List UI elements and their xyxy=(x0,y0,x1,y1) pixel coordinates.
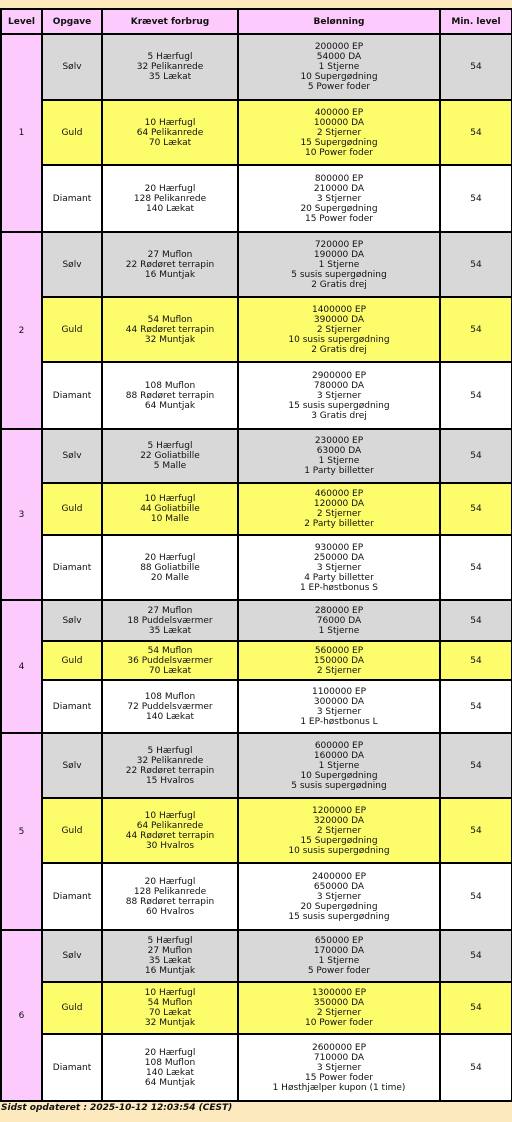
required-item: 140 Lækat xyxy=(146,1067,194,1078)
required-item: 22 Goliatbille xyxy=(140,451,200,461)
required-cell xyxy=(102,982,238,1034)
required-item: 10 Hærfugl xyxy=(144,494,196,504)
required-cell xyxy=(102,641,238,680)
level-cell: 4 xyxy=(1,600,42,733)
level-cell: 5 xyxy=(1,733,42,930)
min-level-cell: 54 xyxy=(440,483,512,535)
required-cell xyxy=(102,680,238,733)
reward-item: 160000 DA xyxy=(313,750,365,761)
reward-item: 720000 EP xyxy=(314,239,364,250)
reward-cell xyxy=(238,232,440,297)
reward-item: 2 Gratis drej xyxy=(311,344,367,355)
table-row xyxy=(1,982,512,1034)
reward-item: 650000 EP xyxy=(314,936,364,946)
reward-cell xyxy=(238,641,440,680)
last-updated: Sidst opdateret : 2025-10-12 12:03:54 (CEST) xyxy=(1,1103,233,1113)
reward-item: 1 Stjerne xyxy=(318,456,360,466)
reward-cell xyxy=(238,863,440,930)
reward-item: 1200000 EP xyxy=(311,805,367,816)
reward-item: 10 Power foder xyxy=(304,147,373,158)
reward-item: 100000 DA xyxy=(313,117,365,128)
reward-item: 15 Power foder xyxy=(304,213,373,224)
task-cell: Diamant xyxy=(42,362,102,429)
task-cell: Diamant xyxy=(42,863,102,930)
required-item: 20 Malle xyxy=(150,572,190,583)
reward-item: 600000 EP xyxy=(314,740,364,751)
min-level-cell: 54 xyxy=(440,863,512,930)
reward-item: 2 Stjerner xyxy=(316,1008,362,1018)
required-item: 54 Muflon xyxy=(147,645,193,656)
required-item: 44 Rødøret terrapin xyxy=(125,830,215,841)
reward-item: 5 Power foder xyxy=(307,82,371,92)
required-item: 108 Muflon xyxy=(144,1057,196,1068)
table-row xyxy=(1,429,512,483)
required-item: 5 Hærfugl xyxy=(147,745,193,756)
required-item: 10 Malle xyxy=(150,514,190,524)
task-cell: Diamant xyxy=(42,535,102,600)
table-row xyxy=(1,483,512,535)
required-cell xyxy=(102,863,238,930)
required-item: 54 Muflon xyxy=(147,998,193,1008)
required-item: 88 Rødøret terrapin xyxy=(125,390,215,401)
reward-item: 5 susis supergødning xyxy=(291,269,387,280)
reward-item: 1 Party billetter xyxy=(304,466,374,476)
required-item: 32 Muntjak xyxy=(144,1018,196,1028)
required-item: 70 Lækat xyxy=(148,137,192,148)
required-item: 60 Hvalros xyxy=(145,906,195,917)
required-item: 70 Lækat xyxy=(148,1008,192,1018)
required-item: 108 Muflon xyxy=(144,380,196,391)
required-cell xyxy=(102,297,238,362)
task-cell: Guld xyxy=(42,100,102,165)
task-cell: Guld xyxy=(42,483,102,535)
required-cell xyxy=(102,34,238,100)
table-row xyxy=(1,680,512,733)
required-item: 20 Hærfugl xyxy=(144,183,196,194)
required-item: 88 Goliatbille xyxy=(140,562,200,573)
task-cell: Sølv xyxy=(42,930,102,982)
reward-item: 350000 DA xyxy=(313,998,365,1008)
reward-item: 3 Stjerner xyxy=(316,1062,362,1073)
reward-item: 560000 EP xyxy=(314,645,364,656)
required-item: 54 Muflon xyxy=(147,314,193,325)
reward-item: 1 Høsthjælper kupon (1 time) xyxy=(272,1082,406,1093)
reward-item: 2 Party billetter xyxy=(304,519,374,529)
required-item: 35 Lækat xyxy=(148,625,192,636)
min-level-cell: 54 xyxy=(440,641,512,680)
reward-item: 10 Supergødning xyxy=(300,72,378,82)
min-level-cell: 54 xyxy=(440,680,512,733)
required-item: 64 Pelikanrede xyxy=(136,820,204,831)
reward-item: 320000 DA xyxy=(313,815,365,826)
reward-item: 650000 DA xyxy=(313,881,365,892)
table-row xyxy=(1,798,512,863)
reward-item: 1100000 EP xyxy=(311,686,367,697)
min-level-cell: 54 xyxy=(440,165,512,232)
required-item: 32 Pelikanrede xyxy=(136,62,204,72)
reward-item: 3 Stjerner xyxy=(316,390,362,401)
reward-item: 20 Supergødning xyxy=(300,901,378,912)
reward-item: 190000 DA xyxy=(313,249,365,260)
reward-item: 15 susis supergødning xyxy=(288,400,390,411)
required-cell xyxy=(102,483,238,535)
reward-item: 15 Supergødning xyxy=(300,835,378,846)
reward-item: 10 Supergødning xyxy=(300,770,378,781)
reward-item: 1 EP-høstbonus S xyxy=(299,582,379,593)
reward-item: 1 Stjerne xyxy=(318,956,360,966)
min-level-cell: 54 xyxy=(440,362,512,429)
required-item: 35 Lækat xyxy=(148,72,192,82)
task-cell: Sølv xyxy=(42,34,102,100)
required-item: 27 Muflon xyxy=(147,946,193,956)
required-item: 32 Muntjak xyxy=(144,334,196,345)
required-item: 18 Puddelsværmer xyxy=(127,615,213,626)
min-level-cell: 54 xyxy=(440,798,512,863)
reward-item: 400000 EP xyxy=(314,107,364,118)
reward-cell xyxy=(238,362,440,429)
reward-item: 1 Stjerne xyxy=(318,259,360,270)
reward-item: 10 susis supergødning xyxy=(288,845,390,856)
required-item: 128 Pelikanrede xyxy=(133,886,207,897)
min-level-cell: 54 xyxy=(440,429,512,483)
task-cell: Diamant xyxy=(42,680,102,733)
required-item: 15 Hvalros xyxy=(145,775,195,786)
task-cell: Guld xyxy=(42,982,102,1034)
reward-item: 2 Gratis drej xyxy=(311,279,367,290)
reward-cell xyxy=(238,798,440,863)
table-row xyxy=(1,863,512,930)
required-item: 22 Rødøret terrapin xyxy=(125,765,215,776)
reward-item: 15 susis supergødning xyxy=(288,911,390,922)
reward-item: 15 Supergødning xyxy=(300,137,378,148)
reward-item: 5 susis supergødning xyxy=(291,780,387,791)
required-item: 88 Rødøret terrapin xyxy=(125,896,215,907)
required-item: 44 Rødøret terrapin xyxy=(125,324,215,335)
table-row xyxy=(1,535,512,600)
reward-item: 10 Power foder xyxy=(304,1018,373,1028)
reward-item: 2900000 EP xyxy=(311,370,367,381)
header-row xyxy=(1,9,512,34)
reward-item: 230000 EP xyxy=(314,436,364,446)
reward-item: 390000 DA xyxy=(313,314,365,325)
table-row xyxy=(1,34,512,100)
reward-item: 10 susis supergødning xyxy=(288,334,390,345)
table-row xyxy=(1,232,512,297)
required-item: 30 Hvalros xyxy=(145,840,195,851)
reward-cell xyxy=(238,297,440,362)
min-level-cell: 54 xyxy=(440,232,512,297)
required-cell xyxy=(102,733,238,798)
table-row xyxy=(1,733,512,798)
reward-cell xyxy=(238,982,440,1034)
required-item: 32 Pelikanrede xyxy=(136,755,204,766)
task-cell: Sølv xyxy=(42,733,102,798)
task-cell: Guld xyxy=(42,798,102,863)
required-item: 35 Lækat xyxy=(148,956,192,966)
min-level-cell: 54 xyxy=(440,733,512,798)
reward-item: 3 Gratis drej xyxy=(311,410,367,421)
reward-item: 210000 DA xyxy=(313,183,365,194)
level-cell: 1 xyxy=(1,34,42,232)
reward-item: 250000 DA xyxy=(313,552,365,563)
required-cell xyxy=(102,362,238,429)
required-cell xyxy=(102,1034,238,1101)
task-cell: Diamant xyxy=(42,165,102,232)
reward-item: 76000 DA xyxy=(316,615,362,626)
required-item: 5 Hærfugl xyxy=(147,936,193,946)
required-item: 44 Goliatbille xyxy=(140,504,200,514)
rewards-table xyxy=(0,8,512,1102)
reward-cell xyxy=(238,34,440,100)
header-required: Krævet forbrug xyxy=(102,9,238,34)
required-item: 27 Muflon xyxy=(147,249,193,260)
required-cell xyxy=(102,232,238,297)
reward-cell xyxy=(238,429,440,483)
reward-item: 2 Stjerner xyxy=(316,509,362,519)
reward-cell xyxy=(238,930,440,982)
header-task: Opgave xyxy=(42,9,102,34)
required-item: 64 Muntjak xyxy=(144,400,196,411)
required-item: 64 Pelikanrede xyxy=(136,127,204,138)
required-item: 20 Hærfugl xyxy=(144,1047,196,1058)
reward-cell xyxy=(238,100,440,165)
header-reward: Belønning xyxy=(238,9,440,34)
required-item: 140 Lækat xyxy=(146,711,194,722)
reward-item: 2600000 EP xyxy=(311,1042,367,1053)
task-cell: Guld xyxy=(42,297,102,362)
required-item: 20 Hærfugl xyxy=(144,876,196,887)
reward-item: 200000 EP xyxy=(314,42,364,52)
required-item: 27 Muflon xyxy=(147,605,193,616)
reward-item: 460000 EP xyxy=(314,489,364,499)
required-item: 72 Puddelsværmer xyxy=(127,701,213,712)
required-item: 10 Hærfugl xyxy=(144,117,196,128)
reward-item: 63000 DA xyxy=(316,446,362,456)
required-item: 16 Muntjak xyxy=(144,269,196,280)
required-item: 140 Lækat xyxy=(146,203,194,214)
task-cell: Sølv xyxy=(42,429,102,483)
table-body xyxy=(1,34,512,1101)
reward-item: 280000 EP xyxy=(314,605,364,616)
min-level-cell: 54 xyxy=(440,100,512,165)
reward-item: 150000 DA xyxy=(313,655,365,666)
reward-item: 780000 DA xyxy=(313,380,365,391)
reward-item: 2 Stjerner xyxy=(316,825,362,836)
header-min-level: Min. level xyxy=(440,9,512,34)
table-row xyxy=(1,930,512,982)
min-level-cell: 54 xyxy=(440,1034,512,1101)
reward-item: 1 Stjerne xyxy=(318,62,360,72)
reward-item: 20 Supergødning xyxy=(300,203,378,214)
reward-item: 930000 EP xyxy=(314,542,364,553)
reward-item: 3 Stjerner xyxy=(316,706,362,717)
required-item: 10 Hærfugl xyxy=(144,810,196,821)
reward-item: 2 Stjerner xyxy=(316,665,362,676)
reward-item: 1400000 EP xyxy=(311,304,367,315)
level-cell: 6 xyxy=(1,930,42,1101)
required-cell xyxy=(102,535,238,600)
required-item: 20 Hærfugl xyxy=(144,552,196,563)
task-cell: Sølv xyxy=(42,600,102,641)
reward-item: 170000 DA xyxy=(313,946,365,956)
level-cell: 2 xyxy=(1,232,42,429)
required-cell xyxy=(102,930,238,982)
required-item: 36 Puddelsværmer xyxy=(127,655,213,666)
table-row xyxy=(1,600,512,641)
required-item: 5 Hærfugl xyxy=(147,441,193,451)
min-level-cell: 54 xyxy=(440,930,512,982)
required-item: 70 Lækat xyxy=(148,665,192,676)
reward-item: 3 Stjerner xyxy=(316,891,362,902)
header-level: Level xyxy=(1,9,42,34)
reward-cell xyxy=(238,483,440,535)
required-cell xyxy=(102,165,238,232)
reward-item: 300000 DA xyxy=(313,696,365,707)
min-level-cell: 54 xyxy=(440,34,512,100)
required-cell xyxy=(102,429,238,483)
reward-cell xyxy=(238,535,440,600)
min-level-cell: 54 xyxy=(440,535,512,600)
min-level-cell: 54 xyxy=(440,600,512,641)
reward-cell xyxy=(238,165,440,232)
reward-item: 2 Stjerner xyxy=(316,324,362,335)
table-row xyxy=(1,1034,512,1101)
reward-cell xyxy=(238,733,440,798)
reward-item: 4 Party billetter xyxy=(304,572,374,583)
reward-item: 5 Power foder xyxy=(307,966,371,976)
reward-item: 2 Stjerner xyxy=(316,127,362,138)
required-cell xyxy=(102,100,238,165)
reward-item: 2400000 EP xyxy=(311,871,367,882)
required-item: 22 Rødøret terrapin xyxy=(125,259,215,270)
required-cell xyxy=(102,600,238,641)
min-level-cell: 54 xyxy=(440,982,512,1034)
reward-item: 1 Stjerne xyxy=(318,760,360,771)
table-row xyxy=(1,297,512,362)
reward-item: 15 Power foder xyxy=(304,1072,373,1083)
reward-item: 3 Stjerner xyxy=(316,562,362,573)
required-item: 5 Malle xyxy=(153,461,187,471)
reward-item: 120000 DA xyxy=(313,499,365,509)
reward-item: 710000 DA xyxy=(313,1052,365,1063)
task-cell: Sølv xyxy=(42,232,102,297)
reward-cell xyxy=(238,680,440,733)
reward-item: 54000 DA xyxy=(316,52,362,62)
table-row xyxy=(1,641,512,680)
task-cell: Guld xyxy=(42,641,102,680)
required-item: 108 Muflon xyxy=(144,691,196,702)
required-item: 128 Pelikanrede xyxy=(133,193,207,204)
table-row xyxy=(1,362,512,429)
required-item: 10 Hærfugl xyxy=(144,988,196,998)
task-cell: Diamant xyxy=(42,1034,102,1101)
required-cell xyxy=(102,798,238,863)
level-cell: 3 xyxy=(1,429,42,600)
reward-item: 1300000 EP xyxy=(311,988,367,998)
reward-item: 3 Stjerner xyxy=(316,193,362,204)
reward-item: 1 EP-høstbonus L xyxy=(300,716,378,727)
required-item: 16 Muntjak xyxy=(144,966,196,976)
reward-cell xyxy=(238,1034,440,1101)
table-row xyxy=(1,100,512,165)
min-level-cell: 54 xyxy=(440,297,512,362)
reward-cell xyxy=(238,600,440,641)
table-row xyxy=(1,165,512,232)
reward-item: 1 Stjerne xyxy=(318,625,360,636)
reward-item: 800000 EP xyxy=(314,173,364,184)
required-item: 64 Muntjak xyxy=(144,1077,196,1088)
required-item: 5 Hærfugl xyxy=(147,52,193,62)
